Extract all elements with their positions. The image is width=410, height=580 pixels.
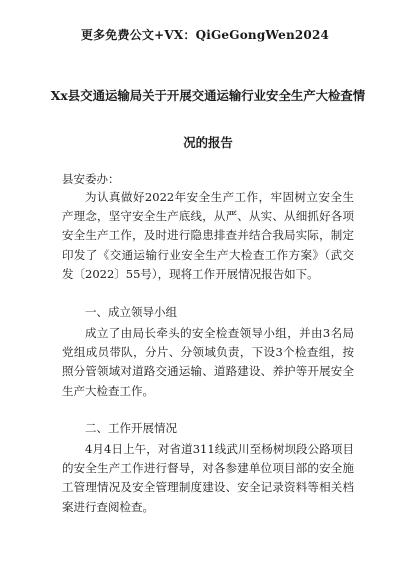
section-heading-1: 一、成立领导小组 — [85, 305, 177, 319]
body-paragraph-2: 成立了由局长牵头的安全检查领导小组，并由3名局党组成员带队，分片、分领域负责，下设3个检查组，按照分管领域对道路交通运输、道路建设、养护等开展安全生产大检查工作。 — [62, 326, 354, 398]
document-title-line-1: Xx县交通运输局关于开展交通运输行业安全生产大检查情 — [50, 88, 366, 103]
header-note: 更多免费公文+VX：QiGeGongWen2024 — [80, 28, 330, 42]
document-title-line-2: 况的报告 — [183, 135, 233, 150]
body-paragraph-1: 为认真做好2022年安全生产工作，牢固树立安全生产理念，坚守安全生产底线，从严、从实、从细抓好各项安全生产工作，及时进行隐患排查并结合我局实际，制定印发了《交通运输行业安全生产大检查工作方案》（武交发〔2022〕55号），现将工作开展情况报告如下。 — [62, 190, 354, 281]
body-paragraph-3: 4月4日上午，对省道311线武川至杨树坝段公路项目的安全生产工作进行督导，对各参建单位项目部的安全施工管理情况及安全管理制度建设、安全记录资料等相关档案进行查阅检查。 — [62, 442, 354, 514]
document-title — [50, 72, 366, 166]
section-heading-2: 二、工作开展情况 — [85, 421, 177, 435]
salutation: 县安委办： — [62, 172, 120, 186]
